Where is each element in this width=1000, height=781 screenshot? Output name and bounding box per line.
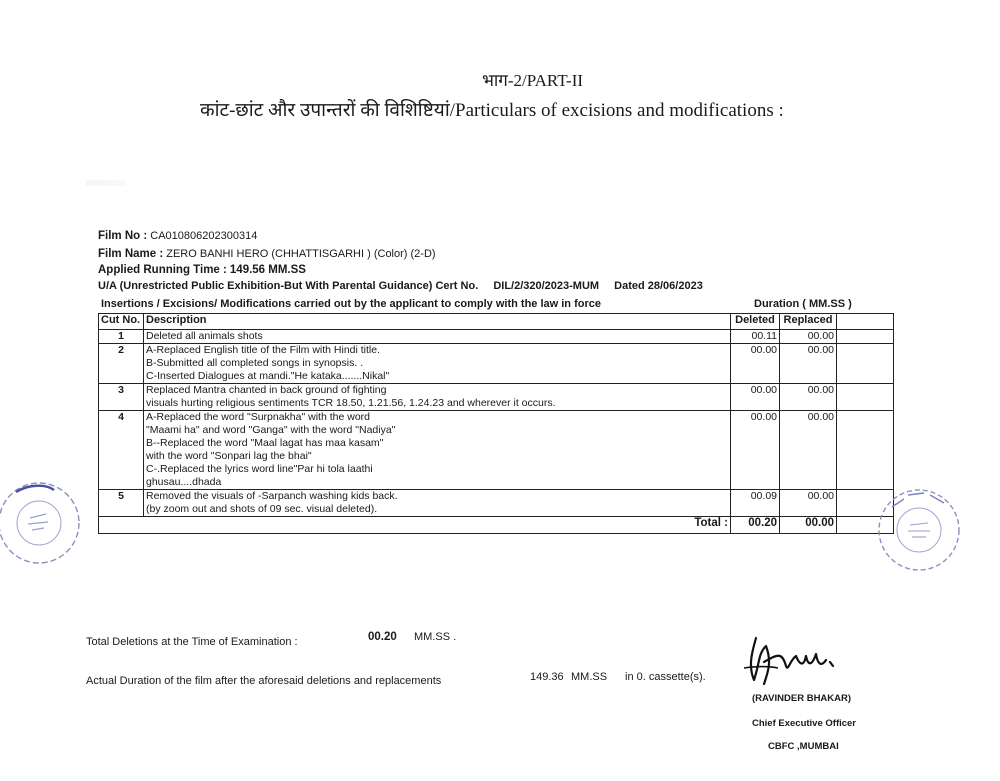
description-line: A-Replaced English title of the Film with Hindi title. xyxy=(146,344,381,356)
signature-image xyxy=(738,632,848,688)
deleted-cell: 00.11 xyxy=(731,330,780,344)
header-cut-no: Cut No. xyxy=(99,314,144,330)
description-cell xyxy=(144,344,731,384)
part-heading xyxy=(0,68,1000,91)
deleted-cell: 00.00 xyxy=(731,411,780,490)
blank-cell xyxy=(837,411,894,490)
scan-smudge xyxy=(86,180,126,186)
table-row xyxy=(99,411,894,490)
description-line: (by zoom out and shots of 09 sec. visual deleted). xyxy=(146,503,378,515)
cassettes-text: in 0. cassette(s). xyxy=(625,671,706,683)
deleted-cell: 00.09 xyxy=(731,490,780,517)
description-line: B--Replaced the word "Maal lagat has maa kasam" xyxy=(146,437,384,449)
signatory-designation: Chief Executive Officer xyxy=(752,718,857,729)
total-deletions-value: 00.20 xyxy=(368,631,397,643)
signatory-office: CBFC ,MUMBAI xyxy=(768,741,839,752)
table-header-row xyxy=(99,314,894,330)
total-replaced: 00.00 xyxy=(780,517,837,534)
description-line: ghusau....dhada xyxy=(146,476,222,488)
total-row xyxy=(99,517,894,534)
duration-heading: Duration ( MM.SS ) xyxy=(754,298,852,310)
table-intro: Insertions / Excisions/ Modifications carried out by the applicant to comply with the law in force xyxy=(101,298,601,310)
running-time-label: Applied Running Time : xyxy=(98,264,227,276)
film-no-label: Film No : xyxy=(98,230,148,242)
replaced-cell: 00.00 xyxy=(780,411,837,490)
certificate-line xyxy=(98,280,703,292)
deleted-cell: 00.00 xyxy=(731,344,780,384)
description-line: Deleted all animals shots xyxy=(146,330,263,342)
table-row xyxy=(99,490,894,517)
description-line: with the word "Sonpari lag the bhai" xyxy=(146,450,312,462)
film-name-line xyxy=(98,248,436,260)
actual-duration-value: 149.36 xyxy=(530,671,564,683)
particulars-title: कांट-छांट और उपान्तरों की विशिष्टियां/Particulars of excisions and modifications : xyxy=(200,100,784,121)
table-row xyxy=(99,344,894,384)
replaced-cell: 00.00 xyxy=(780,344,837,384)
description-line: B-Submitted all completed songs in synopsis. . xyxy=(146,357,364,369)
table-row xyxy=(99,330,894,344)
description-line: C-Inserted Dialogues at mandi."He kataka.......Nikal" xyxy=(146,370,390,382)
description-line: Removed the visuals of -Sarpanch washing kids back. xyxy=(146,490,398,502)
cbfc-seal-left-icon xyxy=(0,478,84,568)
description-line: "Maami ha" and word "Ganga" with the word "Nadiya" xyxy=(146,424,396,436)
replaced-cell: 00.00 xyxy=(780,384,837,411)
table-row xyxy=(99,384,894,411)
total-label: Total : xyxy=(144,517,731,534)
film-name-label: Film Name : xyxy=(98,248,164,260)
running-time-value: 149.56 MM.SS xyxy=(229,264,306,276)
deleted-cell: 00.00 xyxy=(731,384,780,411)
film-name-value: ZERO BANHI HERO (CHHATTISGARHI ) (Color) (2-D) xyxy=(166,248,436,260)
replaced-cell: 00.00 xyxy=(780,490,837,517)
header-blank xyxy=(837,314,894,330)
cuts-table xyxy=(98,313,894,534)
header-description: Description xyxy=(144,314,731,330)
header-deleted: Deleted xyxy=(731,314,780,330)
blank-cell xyxy=(837,344,894,384)
actual-duration-unit: MM.SS xyxy=(571,671,608,683)
description-line: visuals hurting religious sentiments TCR 18.50, 1.21.56, 1.24.23 and wherever it occurs. xyxy=(146,397,556,409)
part-label: भाग-2/PART-II xyxy=(481,71,584,90)
cuts-table-body xyxy=(99,330,894,517)
signatory-name: (RAVINDER BHAKAR) xyxy=(752,693,852,704)
cut-no-cell: 4 xyxy=(99,411,144,490)
header-replaced: Replaced xyxy=(780,314,837,330)
replaced-cell: 00.00 xyxy=(780,330,837,344)
description-line: Replaced Mantra chanted in back ground of fighting xyxy=(146,384,387,396)
description-cell xyxy=(144,490,731,517)
total-deleted: 00.20 xyxy=(731,517,780,534)
film-no-value: CA010806202300314 xyxy=(150,230,258,242)
blank-cell xyxy=(837,330,894,344)
blank-cell xyxy=(837,384,894,411)
cut-no-cell: 1 xyxy=(99,330,144,344)
description-line: A-Replaced the word "Surpnakha" with the word xyxy=(146,411,370,423)
description-cell xyxy=(144,411,731,490)
cut-no-cell: 2 xyxy=(99,344,144,384)
film-no-line xyxy=(98,230,257,242)
actual-duration-label: Actual Duration of the film after the aforesaid deletions and replacements xyxy=(86,675,442,687)
cut-no-cell: 3 xyxy=(99,384,144,411)
total-blank xyxy=(99,517,144,534)
running-time-line xyxy=(98,264,306,276)
certificate-text: U/A (Unrestricted Public Exhibition-But With Parental Guidance) Cert No. xyxy=(98,280,479,292)
description-cell xyxy=(144,384,731,411)
cert-no: DIL/2/320/2023-MUM xyxy=(493,280,600,292)
total-deletions-unit: MM.SS . xyxy=(414,631,457,643)
cbfc-seal-right-icon xyxy=(874,485,964,575)
cut-no-cell: 5 xyxy=(99,490,144,517)
description-line: C-.Replaced the lyrics word line"Par hi tola laathi xyxy=(146,463,373,475)
total-deletions-label: Total Deletions at the Time of Examination : xyxy=(86,636,298,648)
dated-label: Dated xyxy=(614,280,645,292)
dated-value: 28/06/2023 xyxy=(647,280,703,292)
description-cell xyxy=(144,330,731,344)
